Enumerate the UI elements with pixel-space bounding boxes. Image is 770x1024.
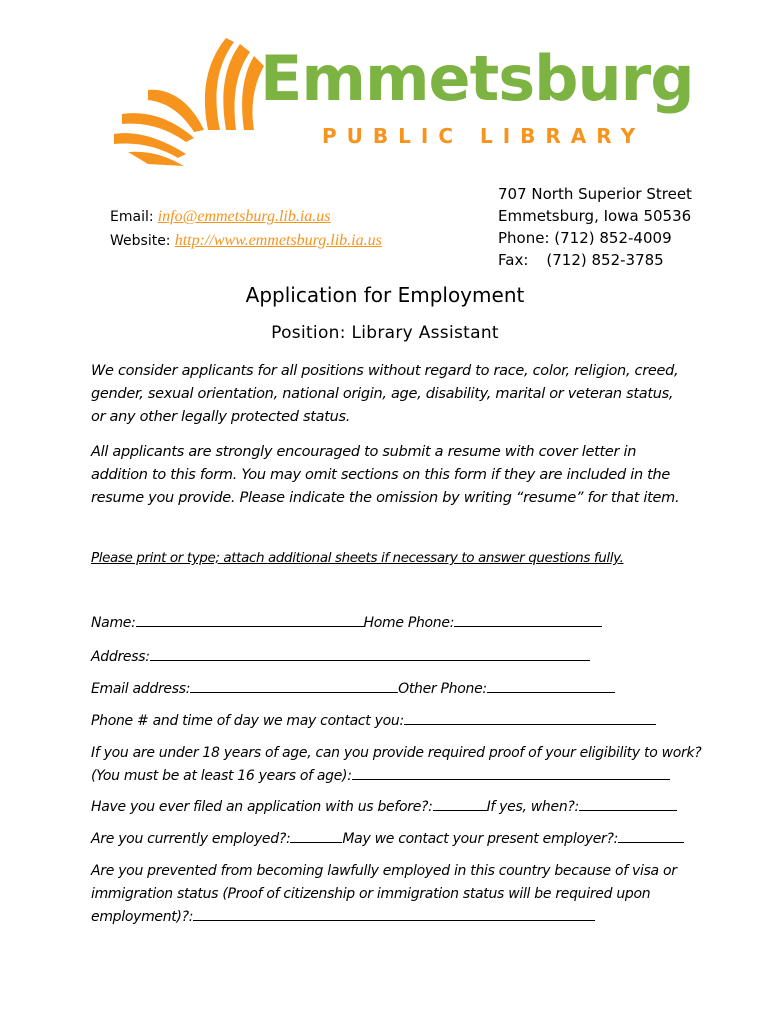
filed-before-row bbox=[91, 796, 677, 819]
contact-right bbox=[498, 183, 692, 271]
home-phone-label: Home Phone: bbox=[363, 615, 455, 631]
page-title: Application for Employment bbox=[245, 283, 525, 307]
age-minimum-label: (You must be at least 16 years of age): bbox=[91, 768, 352, 784]
other-phone-field[interactable] bbox=[487, 680, 615, 693]
fax-row bbox=[498, 249, 692, 271]
paragraph-line: resume you provide. Please indicate the omission by writing “resume” for that item. bbox=[91, 490, 680, 506]
address-label: Address: bbox=[91, 649, 150, 665]
address-line1: 707 North Superior Street bbox=[498, 185, 692, 203]
may-contact-field[interactable] bbox=[618, 830, 684, 843]
open-book-icon bbox=[108, 30, 278, 170]
employed-field[interactable] bbox=[290, 830, 342, 843]
equal-opportunity-statement bbox=[91, 360, 691, 429]
contact-left bbox=[110, 205, 382, 253]
paragraph-line: gender, sexual orientation, national origin, age, disability, marital or veteran status, bbox=[91, 386, 674, 402]
visa-question-line: immigration status (Proof of citizenship or immigration status will be required upon bbox=[91, 886, 651, 902]
age-question-row bbox=[91, 742, 701, 788]
paragraph-line: addition to this form. You may omit sections on this form if they are included in the bbox=[91, 467, 671, 483]
address-line2: Emmetsburg, Iowa 50536 bbox=[498, 207, 692, 225]
visa-question-row bbox=[91, 860, 677, 929]
may-contact-label: May we contact your present employer?: bbox=[342, 831, 619, 847]
name-row bbox=[91, 612, 602, 635]
visa-question-line: employment)?: bbox=[91, 909, 194, 925]
website-row bbox=[110, 229, 382, 253]
logo-subtitle: PUBLIC LIBRARY bbox=[322, 124, 646, 148]
filed-before-field[interactable] bbox=[433, 798, 487, 811]
instructions: Please print or type; attach additional sheets if necessary to answer questions fully. bbox=[91, 550, 624, 566]
website-link[interactable]: http://www.emmetsburg.lib.ia.us bbox=[174, 232, 382, 249]
paragraph-line: or any other legally protected status. bbox=[91, 409, 351, 425]
email-address-field[interactable] bbox=[190, 680, 398, 693]
email-address-label: Email address: bbox=[91, 681, 191, 697]
email-row bbox=[110, 205, 382, 229]
phone-number: Phone: (712) 852-4009 bbox=[498, 229, 672, 247]
fax-label: Fax: bbox=[498, 251, 529, 269]
employed-row bbox=[91, 828, 684, 851]
resume-statement bbox=[91, 441, 691, 510]
other-phone-label: Other Phone: bbox=[398, 681, 487, 697]
address-row bbox=[91, 646, 590, 669]
age-question-label: If you are under 18 years of age, can you provide required proof of your eligibility to work? bbox=[91, 745, 702, 761]
name-label: Name: bbox=[91, 615, 136, 631]
contact-time-field[interactable] bbox=[404, 712, 656, 725]
filed-before-label: Have you ever filed an application with us before?: bbox=[91, 799, 433, 815]
address-field[interactable] bbox=[150, 648, 590, 661]
name-field[interactable] bbox=[136, 614, 364, 627]
paragraph-line: We consider applicants for all positions without regard to race, color, religion, creed, bbox=[91, 363, 679, 379]
email-label: Email: bbox=[110, 209, 154, 225]
age-proof-field[interactable] bbox=[352, 767, 670, 780]
email-link[interactable]: info@emmetsburg.lib.ia.us bbox=[157, 208, 331, 225]
library-logo bbox=[108, 30, 694, 170]
fax-number: (712) 852-3785 bbox=[546, 251, 664, 269]
logo-name: Emmetsburg bbox=[260, 42, 694, 115]
paragraph-line: All applicants are strongly encouraged to submit a resume with cover letter in bbox=[91, 444, 637, 460]
visa-question-line: Are you prevented from becoming lawfully employed in this country because of visa or bbox=[91, 863, 677, 879]
visa-status-field[interactable] bbox=[193, 908, 595, 921]
employed-label: Are you currently employed?: bbox=[91, 831, 291, 847]
contact-time-row bbox=[91, 710, 656, 733]
if-yes-label: If yes, when?: bbox=[486, 799, 579, 815]
website-label: Website: bbox=[110, 233, 171, 249]
position-title: Position: Library Assistant bbox=[271, 323, 499, 343]
home-phone-field[interactable] bbox=[454, 614, 602, 627]
email-address-row bbox=[91, 678, 615, 701]
contact-time-label: Phone # and time of day we may contact you: bbox=[91, 713, 404, 729]
if-yes-field[interactable] bbox=[579, 798, 677, 811]
